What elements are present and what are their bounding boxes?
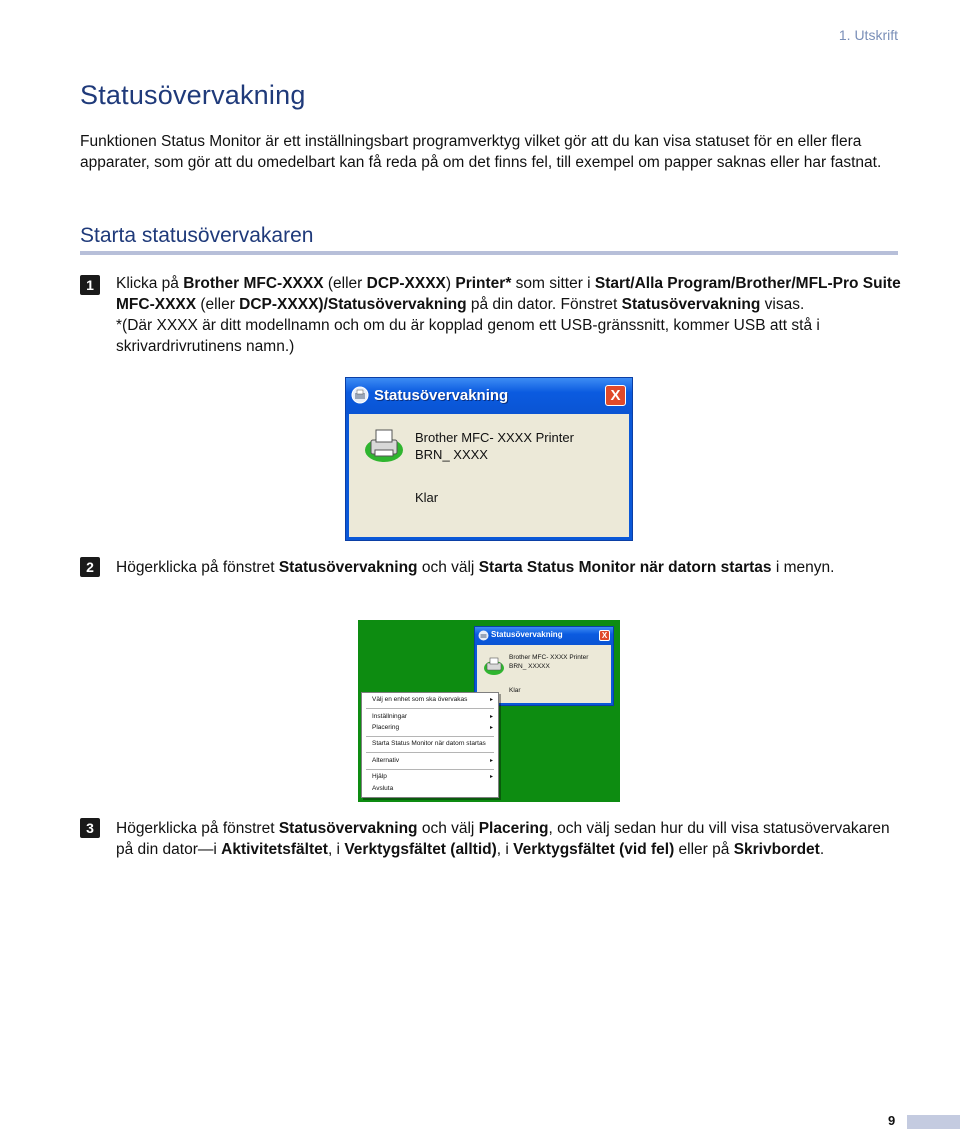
context-menu (361, 692, 499, 798)
desktop-context-menu-screenshot (358, 620, 620, 802)
step-3-text: Högerklicka på fönstret Statusövervakning och välj Placering, och välj sedan hur du vill visa statusövervakaren på din dator—i Aktivitetsfältet, i Verktygsfältet (alltid), i Verktygsfältet (vid fel) eller på Skrivbordet. (116, 820, 890, 858)
intro-paragraph: Funktionen Status Monitor är ett inställningsbart programverktyg vilket gör att du kan visa statuset för en eller flera apparater, som gör att du omedelbart kan få reda på om det finns fel, till exempel om papper saknas eller har fastnat. (80, 133, 882, 171)
menu-item-exit: Avsluta (372, 785, 394, 792)
submenu-arrow-icon: ▸ (489, 725, 493, 731)
step-1-note: *(Där XXXX är ditt modellnamn och om du är kopplad genom ett USB-gränssnitt, kommer USB att stå i skrivardrivrutinens namn.) (116, 317, 820, 355)
section-title: Starta statusövervakaren (80, 224, 314, 247)
printer-icon (483, 654, 505, 676)
step-number-1: 1 (80, 275, 100, 295)
window-body (349, 414, 629, 537)
menu-item-placement: Placering (372, 724, 400, 731)
page-title: Statusövervakning (80, 80, 306, 110)
submenu-arrow-icon: ▸ (489, 774, 493, 780)
mini-printer-name: Brother MFC- XXXX Printer (509, 654, 589, 661)
printer-name: Brother MFC- XXXX Printer (415, 430, 574, 445)
mini-printer-port: BRN_ XXXXX (509, 663, 550, 670)
printer-status: Klar (415, 490, 439, 505)
submenu-arrow-icon: ▸ (489, 697, 493, 703)
step-number-3: 3 (80, 818, 100, 838)
page-number: 9 (888, 1113, 896, 1128)
window-title: Statusövervakning (374, 387, 509, 404)
footer-tab (907, 1115, 960, 1129)
menu-separator (366, 752, 494, 753)
menu-separator (366, 708, 494, 709)
menu-item-help: Hjälp (372, 773, 387, 780)
menu-separator (366, 736, 494, 737)
close-icon: X (599, 630, 610, 641)
menu-item-start-on-boot: Starta Status Monitor när datorn startas (372, 740, 486, 747)
submenu-arrow-icon: ▸ (489, 758, 493, 764)
menu-separator (366, 769, 494, 770)
mini-titlebar (475, 627, 613, 645)
mini-printer-status: Klar (509, 687, 521, 694)
window-titlebar (346, 378, 632, 414)
submenu-arrow-icon: ▸ (489, 714, 493, 720)
printer-icon (363, 424, 405, 464)
mini-window-title: Statusövervakning (491, 630, 563, 639)
section-rule (80, 251, 898, 255)
step-1-text: Klicka på Brother MFC-XXXX (eller DCP-XXXX) Printer* som sitter i Start/Alla Program/Brother/MFL-Pro Suite MFC-XXXX (eller DCP-XXXX)/Statusövervakning på din dator. Fönstret Statusövervakning visas. *(Där XXXX är ditt modellnamn och om du är kopplad genom ett USB-gränssnitt, kommer USB att stå i skrivardrivrutinens namn.) (116, 275, 901, 355)
menu-item-select-device: Välj en enhet som ska övervakas (372, 696, 468, 703)
status-monitor-window-screenshot (345, 377, 633, 541)
status-monitor-app-icon (351, 386, 369, 404)
status-monitor-app-icon (478, 630, 489, 641)
running-header: 1. Utskrift (838, 27, 898, 43)
menu-item-settings: Inställningar (372, 713, 408, 720)
step-number-2: 2 (80, 557, 100, 577)
close-icon: X (605, 385, 626, 406)
step-2-text: Högerklicka på fönstret Statusövervakning och välj Starta Status Monitor när datorn startas i menyn. (116, 559, 835, 576)
menu-item-options: Alternativ (372, 757, 400, 764)
printer-port: BRN_ XXXX (415, 447, 488, 462)
